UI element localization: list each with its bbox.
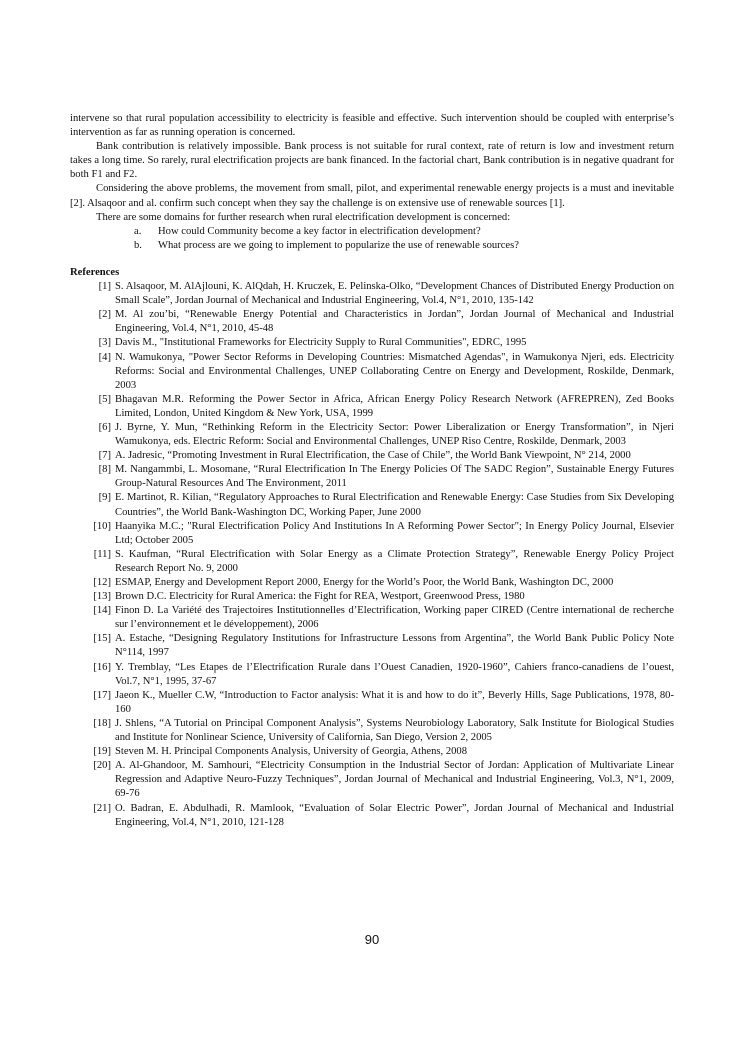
reference-number: [16] [93,661,111,673]
reference-text: ESMAP, Energy and Development Report 2000, Energy for the World’s Poor, the World Bank, Washington DC, 2000 [115,577,614,588]
reference-number: [7] [98,450,111,462]
research-questions-list [70,225,674,253]
reference-number: [13] [93,591,111,603]
reference-number: [17] [93,689,111,701]
reference-number: [10] [93,520,111,532]
reference-number: [14] [93,605,111,617]
reference-item [70,590,674,604]
reference-item [70,520,674,548]
reference-item [70,421,674,449]
reference-item [70,661,674,689]
reference-item [70,308,674,336]
reference-item [70,802,674,830]
reference-item [70,604,674,632]
reference-number: [2] [98,309,111,321]
reference-text: Bhagavan M.R. Reforming the Power Sector in Africa, African Energy Policy Research Network (AFREPREN), Zed Books Limited, London, United Kingdom & New York, USA, 1999 [115,393,674,419]
reference-text: S. Kaufman, “Rural Electrification with Solar Energy as a Climate Protection Strategy”, Renewable Energy Policy Project Research Report No. 9, 2000 [115,548,674,574]
reference-number: [4] [98,351,111,363]
reference-item [70,759,674,801]
reference-text: Y. Tremblay, “Les Etapes de l’Electrification Rurale dans l’Ouest Canadien, 1920-1960”, Cahiers franco-canadiens de l’ouest, Vol.7, N°1, 1995, 37-67 [115,661,674,687]
research-question [134,239,674,253]
references-list [70,280,674,830]
paragraph-3: Considering the above problems, the movement from small, pilot, and experimental renewable energy projects is a must and inevitable [2]. Alsaqoor and al. confirm such concept when they say the challenge is on extensive use of renewable sources [1]. [70,183,674,209]
paragraph-2: Bank contribution is relatively impossible. Bank process is not suitable for rural context, rate of return is low and investment return takes a long time. So rarely, rural electrification projects are bank financed. In the factorial chart, Bank contribution is in negative quadrant for both F1 and F2. [70,141,674,181]
reference-item [70,491,674,519]
reference-text: A. Jadresic, “Promoting Investment in Rural Electrification, the Case of Chile”, the World Bank Viewpoint, N° 214, 2000 [115,450,631,462]
question-marker: b. [134,239,142,251]
reference-number: [3] [98,337,111,349]
question-text: How could Community become a key factor in electrification development? [158,225,481,237]
reference-text: M. Al zou’bi, “Renewable Energy Potential and Characteristics in Jordan”, Jordan Journal of Mechanical and Industrial Engineering, Vol.4, N°1, 2010, 45-48 [115,309,674,335]
reference-number: [8] [98,464,111,476]
reference-item [70,576,674,590]
reference-item [70,463,674,491]
page-body [70,112,674,830]
reference-number: [5] [98,393,111,405]
reference-number: [21] [93,802,111,814]
reference-item [70,449,674,463]
reference-text: O. Badran, E. Abdulhadi, R. Mamlook, “Evaluation of Solar Electric Power”, Jordan Journal of Mechanical and Industrial Engineering, Vol.4, N°1, 2010, 121-128 [115,802,674,828]
reference-item [70,745,674,759]
reference-number: [19] [93,746,111,758]
references-heading: References [70,266,120,278]
reference-number: [1] [98,281,111,293]
question-marker: a. [134,225,142,237]
reference-text: A. Estache, “Designing Regulatory Institutions for Infrastructure Lessons from Argentina”, the World Bank Public Policy Note N°114, 1997 [115,633,674,659]
reference-item [70,548,674,576]
reference-item [70,632,674,660]
research-question [134,225,674,239]
reference-text: Davis M., "Institutional Frameworks for Electricity Supply to Rural Communities", EDRC, 1995 [115,337,527,349]
reference-number: [11] [93,548,111,560]
question-text: What process are we going to implement to popularize the use of renewable sources? [158,239,519,251]
reference-text: Haanyika M.C.; "Rural Electrification Policy And Institutions In A Reforming Power Sector"; In Energy Policy Journal, Elsevier Ltd; October 2005 [115,520,674,546]
reference-text: Finon D. La Variété des Trajectoires Institutionnelles d’Electrification, Working paper CIRED (Centre international de recherche sur l’environnement et le développement), 2006 [115,605,674,631]
reference-number: [20] [93,760,111,772]
paragraph-1: intervene so that rural population accessibility to electricity is feasible and effective. Such intervention should be coupled with enterprise’s intervention as far as running operation is concerned. [70,113,674,139]
reference-item [70,280,674,308]
reference-item [70,351,674,393]
reference-text: M. Nangammbi, L. Mosomane, “Rural Electrification In The Energy Policies Of The SADC Region”, Sustainable Energy Futures Group-Natural Resources And The Environment, 2011 [115,464,674,490]
reference-text: S. Alsaqoor, M. AlAjlouni, K. AlQdah, H. Kruczek, E. Pelinska-Olko, “Development Chances of Distributed Energy Production on Small Scale”, Jordan Journal of Mechanical and Industrial Engineering, Vol.4, N°1, 2010, 135-142 [115,281,674,307]
reference-text: J. Shlens, “A Tutorial on Principal Component Analysis”, Systems Neurobiology Laboratory, Salk Institute for Biological Studies and Institute for Nonlinear Science, University of California, San Diego, Version 2, 2005 [115,717,674,744]
reference-item [70,336,674,350]
reference-text: Steven M. H. Principal Components Analysis, University of Georgia, Athens, 2008 [115,746,468,758]
reference-text: J. Byrne, Y. Mun, “Rethinking Reform in the Electricity Sector: Power Liberalization or Energy Transformation”, in Njeri Wamukonya, eds. Electric Reform: Social and Environmental Challenges, UNEP Riso Centre, Roskilde, Denmark, 2003 [115,421,674,448]
reference-text: A. Al-Ghandoor, M. Samhouri, “Electricity Consumption in the Industrial Sector of Jordan: Application of Multivariate Linear Regression and Adaptive Neuro-Fuzzy Techniques”, Jordan Journal of Mechanical and Industrial Engineering, Vol.3, N°1, 2009, 69-76 [115,760,674,800]
paragraph-4: There are some domains for further research when rural electrification development is concerned: [96,211,511,223]
reference-item [70,717,674,745]
page-number: 90 [364,932,380,947]
reference-item [70,689,674,717]
reference-number: [18] [93,717,111,729]
reference-text: Jaeon K., Mueller C.W, “Introduction to Factor analysis: What it is and how to do it”, Beverly Hills, Sage Publications, 1978, 80-160 [115,689,674,715]
reference-text: E. Martinot, R. Kilian, “Regulatory Approaches to Rural Electrification and Renewable Energy: Case Studies from Six Developing Countries”, the World Bank-Washington DC, Working Paper, June 2000 [115,492,674,518]
reference-number: [15] [93,633,111,645]
reference-number: [6] [98,421,111,433]
reference-number: [9] [98,492,111,504]
reference-item [70,393,674,421]
reference-number: [12] [93,577,111,588]
reference-text: N. Wamukonya, "Power Sector Reforms in Developing Countries: Mismatched Agendas", in Wamukonya Njeri, eds. Electricity Reforms: Social and Environmental Challenges, UNEP Collaborating Centre on Energy and Development, Roskilde, Denmark, 2003 [115,351,674,391]
reference-text: Brown D.C. Electricity for Rural America: the Fight for REA, Westport, Greenwood Press, 1980 [115,591,525,603]
